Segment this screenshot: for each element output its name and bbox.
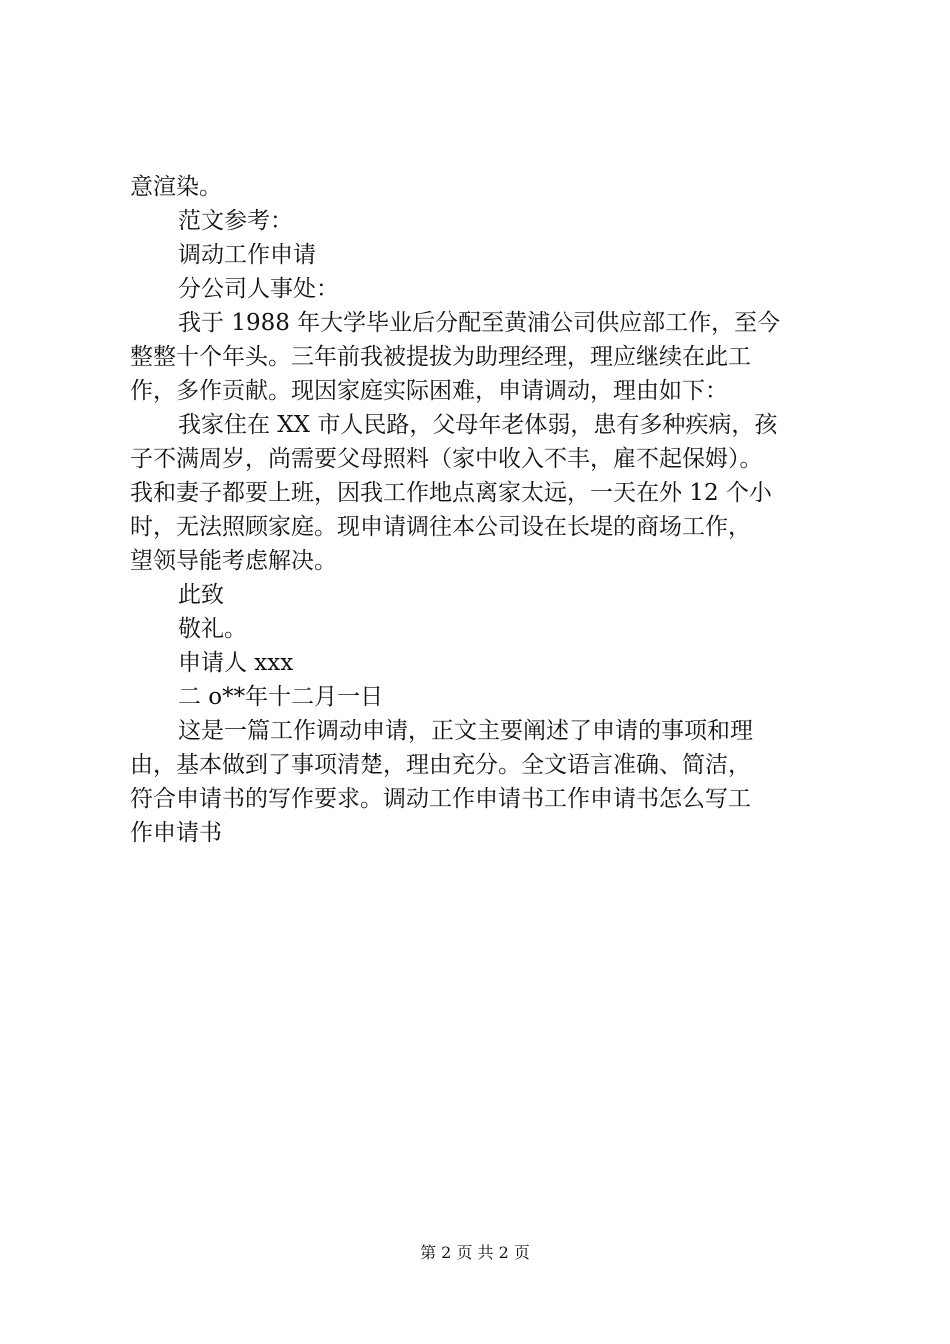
text-line: 我和妻子都要上班，因我工作地点离家太远，一天在外 12 个小: [130, 480, 772, 506]
text-line: 我于 1988 年大学毕业后分配至黄浦公司供应部工作，至今: [178, 310, 781, 336]
page-footer: 第 2 页 共 2 页: [420, 1243, 530, 1262]
text-line: 由，基本做到了事项清楚，理由充分。全文语言准确、简洁，: [130, 752, 751, 778]
text-line: 我家住在 XX 市人民路，父母年老体弱，患有多种疾病，孩: [178, 412, 778, 438]
text-line: 申请人 xxx: [178, 650, 294, 676]
text-line: 作，多作贡献。现因家庭实际困难，申请调动，理由如下：: [130, 378, 728, 404]
text-line: 调动工作申请: [178, 242, 316, 268]
text-line: 时，无法照顾家庭。现申请调往本公司设在长堤的商场工作，: [130, 514, 751, 540]
document-body: [130, 170, 832, 850]
text-line: 作申请书: [130, 820, 222, 846]
text-line: 此致: [178, 582, 224, 608]
text-line: 意渲染。: [130, 174, 222, 200]
text-line: 敬礼。: [178, 616, 247, 642]
text-line: 分公司人事处：: [178, 276, 339, 302]
text-line: 二 o**年十二月一日: [178, 684, 384, 710]
text-line: 符合申请书的写作要求。调动工作申请书工作申请书怎么写工: [130, 786, 751, 812]
text-line: 这是一篇工作调动申请，正文主要阐述了申请的事项和理: [178, 718, 753, 744]
text-line: 整整十个年头。三年前我被提拔为助理经理，理应继续在此工: [130, 344, 751, 370]
text-line: 子不满周岁，尚需要父母照料（家中收入不丰，雇不起保姆）。: [130, 446, 763, 472]
text-line: 望领导能考虑解决。: [130, 548, 337, 574]
text-line: 范文参考：: [178, 208, 293, 234]
